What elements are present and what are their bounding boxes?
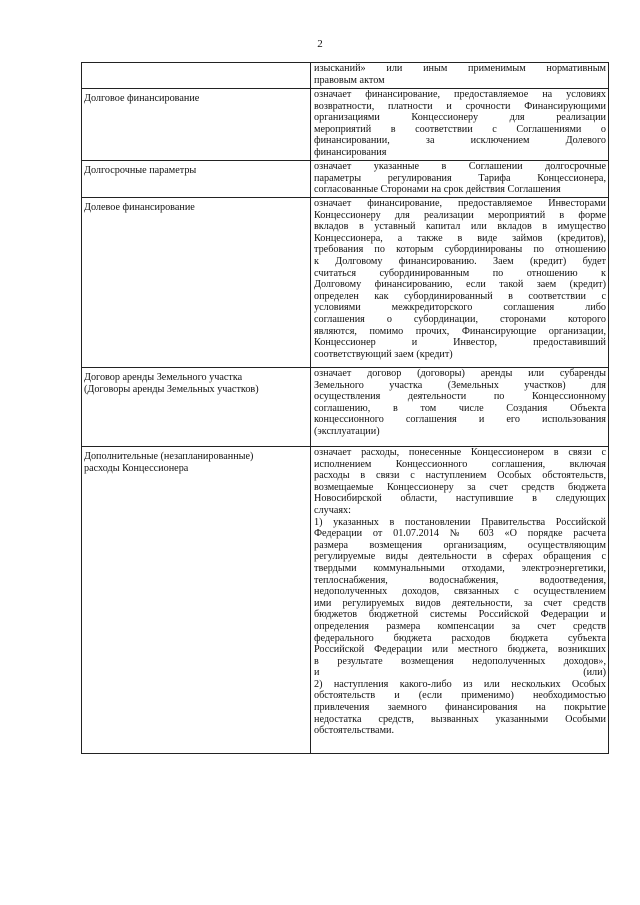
definition-text: к Долговому финансированию. Заем (кредит) будет bbox=[314, 255, 606, 267]
definition-text: в результате возмещения недополученных доходов», bbox=[314, 655, 606, 667]
definition-text: размера возмещения организациям, осуществляющим bbox=[314, 539, 606, 551]
definition-text: финансирования bbox=[314, 146, 387, 158]
definition-text: возмещаемые Концессионеру за счет средств бюджета bbox=[314, 481, 606, 493]
term-text: расходы Концессионера bbox=[84, 462, 189, 474]
definition-text: параметры регулирования Тарифа Концессионера, bbox=[314, 172, 606, 184]
definition-text: (эксплуатации) bbox=[314, 425, 380, 437]
definition-text: финансировании, за исключением Долевого bbox=[314, 135, 606, 147]
definition-text: означает договор (договоры) аренды или субаренды bbox=[314, 368, 606, 379]
definition-text: Федерации от 01.07.2014 № 603 «О порядке расчета bbox=[314, 528, 606, 540]
definition-text: федерального бюджета расходов бюджета субъекта bbox=[314, 632, 606, 644]
definition-text: означает финансирование, предоставляемое на условиях bbox=[314, 89, 606, 100]
definition-text: регулируемые виды деятельности в сферах обращения с bbox=[314, 551, 606, 563]
definition-text: условиями межкредиторского соглашения либо bbox=[314, 302, 606, 314]
definition-row bbox=[82, 447, 609, 754]
definition-text: возвратности, платности и срочности Финансирующими bbox=[314, 100, 606, 112]
page-number: 2 bbox=[317, 38, 323, 50]
definition-text: Долговому финансированию, если такой заем (кредит) bbox=[314, 279, 606, 291]
definition-text: считаться субординированным по отношению к bbox=[314, 267, 606, 279]
definition-text: 2) наступления какого-либо из или нескольких Особых bbox=[314, 678, 606, 690]
definition-text: означает расходы, понесенные Концессионером в связи с bbox=[314, 447, 606, 458]
term-cell bbox=[82, 198, 311, 368]
definition-text: концессионного соглашения и его использования bbox=[314, 414, 606, 426]
definition-text: недостатка средств, вызванных указанными Особыми bbox=[314, 713, 606, 725]
definition-text: Новосибирской области, наступившие в следующих bbox=[314, 493, 606, 505]
definition-text: определен как субординированный в соответствии с bbox=[314, 290, 606, 302]
definition-text: Концессионер и Инвестор, предоставивший bbox=[314, 337, 606, 349]
definition-text: организациями Концессионеру для реализации bbox=[314, 112, 606, 124]
definition-text: вкладов в уставный капитал или вкладов в имущество bbox=[314, 221, 606, 233]
definition-row bbox=[82, 368, 609, 447]
definition-row bbox=[82, 161, 609, 198]
term-text: Дополнительные (незапланированные) bbox=[84, 451, 254, 462]
term-cell bbox=[82, 447, 311, 754]
definition-text: согласованные Сторонами на срок действия Соглашения bbox=[314, 184, 561, 196]
definition-text: определения размера компенсации за счет средств bbox=[314, 620, 606, 632]
definition-text: исполнением Концессионного соглашения, включая bbox=[314, 458, 606, 470]
definition-text: являются, помимо прочих, Финансирующие организации, bbox=[314, 325, 606, 337]
term-text: Договор аренды Земельного участка bbox=[84, 372, 243, 383]
definition-text: соглашению, в том числе Создания Объекта bbox=[314, 402, 606, 414]
term-cell bbox=[82, 89, 311, 161]
definition-cell bbox=[311, 63, 609, 89]
definition-text: случаях: bbox=[314, 504, 351, 516]
definition-text: мероприятий в соответствии с Соглашениями о bbox=[314, 123, 606, 135]
term-cell bbox=[82, 63, 311, 89]
definition-text: осуществления деятельности по Концессионному bbox=[314, 391, 606, 403]
definition-row bbox=[82, 198, 609, 368]
definition-text: соответствующий заем (кредит) bbox=[314, 348, 453, 360]
definition-text: Российской Федерации или местного бюджета, возникших bbox=[314, 644, 606, 656]
definition-text: и (или) bbox=[314, 667, 606, 679]
definition-text: ими регулируемых видов деятельности, за счет средств bbox=[314, 597, 606, 609]
term-text: Долговое финансирование bbox=[84, 93, 200, 104]
definition-text: привлечения заемного финансирования на покрытие bbox=[314, 702, 606, 714]
definition-cell bbox=[311, 89, 609, 161]
definition-text: изысканий» или иным применимым нормативным bbox=[314, 63, 606, 74]
definition-text: 1) указанных в постановлении Правительства Российской bbox=[314, 516, 606, 528]
definition-text: твердыми коммунальными отходами, электроэнергетики, bbox=[314, 562, 606, 574]
definition-text: требования по которым субординированы по отношению bbox=[314, 244, 606, 256]
definition-cell bbox=[311, 368, 609, 447]
definition-cell bbox=[311, 198, 609, 368]
definition-row bbox=[82, 89, 609, 161]
definition-text: обстоятельствами. bbox=[314, 725, 395, 737]
definition-cell bbox=[311, 447, 609, 754]
term-text: (Договоры аренды Земельных участков) bbox=[84, 383, 259, 395]
term-cell bbox=[82, 368, 311, 447]
term-text: Долгосрочные параметры bbox=[84, 165, 197, 176]
definition-text: Концессионеру для реализации мероприятий в форме bbox=[314, 209, 606, 221]
definition-row bbox=[82, 63, 609, 89]
definition-text: означает указанные в Соглашении долгосрочные bbox=[314, 161, 606, 172]
term-cell bbox=[82, 161, 311, 198]
definition-text: недополученных доходов, связанных с осуществлением bbox=[314, 586, 606, 598]
definition-text: Земельного участка (Земельных участков) для bbox=[314, 379, 606, 391]
definition-text: соглашения о субординации, сторонами которого bbox=[314, 313, 606, 325]
definition-text: бюджетов бюджетной системы Российской Федерации и bbox=[314, 609, 606, 621]
definition-text: обстоятельств и (если применимо) необходимостью bbox=[314, 690, 606, 702]
term-text: Долевое финансирование bbox=[84, 202, 195, 213]
definition-cell bbox=[311, 161, 609, 198]
definition-text: означает финансирование, предоставляемое Инвесторами bbox=[314, 198, 606, 209]
definition-text: теплоснабжения, водоснабжения, водоотведения, bbox=[314, 574, 606, 586]
definition-text: правовым актом bbox=[314, 74, 385, 86]
definitions-table bbox=[81, 62, 609, 754]
definition-text: Концессионера, а также в виде займов (кредитов), bbox=[314, 232, 606, 244]
definition-text: расходы в связи с наступлением Особых обстоятельств, bbox=[314, 470, 606, 482]
